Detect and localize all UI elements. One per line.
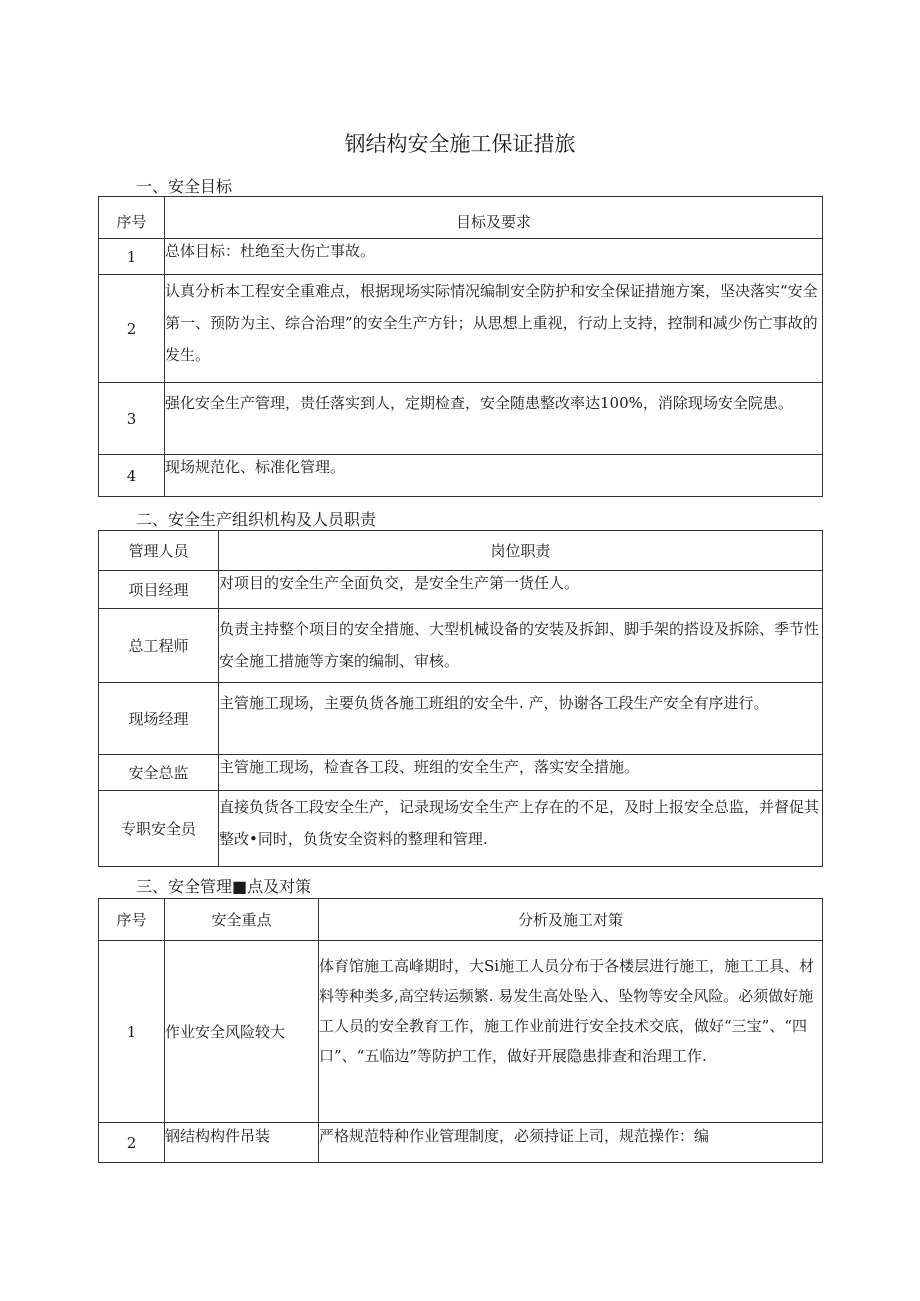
table-row xyxy=(99,683,823,755)
table-row xyxy=(99,791,823,867)
row-no: 1 xyxy=(99,941,165,1123)
row-no: 4 xyxy=(99,455,165,497)
row-text: 强化安全生产管理，贵任落实到人，定期检查，安全随患整改率达100%，消除现场安全院患。 xyxy=(165,383,823,455)
row-no: 1 xyxy=(99,239,165,275)
row-text: 总体目标：杜绝至大伤亡事故。 xyxy=(165,239,823,275)
row-duty: 主管施工现场，检查各工段、班组的安全生产，落实安全措施。 xyxy=(219,755,823,791)
section-heading-goals: 一、安全目标 xyxy=(136,177,233,196)
col-header-duty: 岗位职责 xyxy=(219,531,823,571)
table-row xyxy=(99,383,823,455)
table-row xyxy=(99,941,823,1123)
row-role: 专职安全员 xyxy=(99,791,219,867)
section-heading-key-points: 三、安全管理■点及对策 xyxy=(136,877,312,896)
col-header-goal: 目标及要求 xyxy=(165,197,823,239)
col-header-measure: 分析及施工对策 xyxy=(319,899,823,941)
col-header-no: 序号 xyxy=(99,197,165,239)
row-role: 安全总监 xyxy=(99,755,219,791)
row-duty: 对项目的安全生产全面负交，是安全生产第一货任人。 xyxy=(219,571,823,609)
row-no: 3 xyxy=(99,383,165,455)
col-header-no: 序号 xyxy=(99,899,165,941)
row-role: 现场经理 xyxy=(99,683,219,755)
page-title: 钢结构安全施工保证措旅 xyxy=(344,132,576,156)
row-no: 2 xyxy=(99,1123,165,1163)
table-row xyxy=(99,755,823,791)
table-header-row xyxy=(99,197,823,239)
row-measure: 体育馆施工高峰期时，大Si施工人员分布于各楼层进行施工，施工工具、材料等种类多,高空转运频繁. 易发生高处坠入、坠物等安全风险。必须做好施工人员的安全教育工作，施工作业前进行安全技术交底，做好“三宝”、“四口”、“五临边”等防护工作，做好开展隐患排查和治理工作. xyxy=(319,941,823,1123)
row-role: 项目经理 xyxy=(99,571,219,609)
row-duty: 负责主持整个项目的安全措施、大型机械设备的安装及拆卸、脚手架的搭设及拆除、季节性安全施工措施等方案的编制、审核。 xyxy=(219,609,823,683)
row-text: 现场规范化、标准化管理。 xyxy=(165,455,823,497)
col-header-role: 管理人员 xyxy=(99,531,219,571)
table-row xyxy=(99,571,823,609)
goals-table xyxy=(98,196,823,497)
table-row xyxy=(99,609,823,683)
table-row xyxy=(99,275,823,383)
table-row xyxy=(99,455,823,497)
key-points-table xyxy=(98,898,823,1163)
row-measure: 严格规范特种作业管理制度，必须持证上司，规范操作：编 xyxy=(319,1123,823,1163)
table-row xyxy=(99,239,823,275)
row-duty: 主管施工现场，主要负货各施工班组的安全牛. 产，协谢各工段生产安全有序进行。 xyxy=(219,683,823,755)
row-text: 认真分析本工程安全重难点，根据现场实际情况编制安全防护和安全保证措施方案，坚决落实“安全第一、预防为主、综合治理”的安全生产方针；从思想上重视，行动上支持，控制和减少伤亡事故的发生。 xyxy=(165,275,823,383)
row-role: 总工程师 xyxy=(99,609,219,683)
row-no: 2 xyxy=(99,275,165,383)
row-duty: 直接负货各工段安全生产，记录现场安全生产上存在的不足，及时上报安全总监，并督促其整改•同时，负货安全资料的整理和管理. xyxy=(219,791,823,867)
table-row xyxy=(99,1123,823,1163)
organization-table xyxy=(98,530,823,867)
row-point: 作业安全风险较大 xyxy=(165,941,319,1123)
section-heading-organization: 二、安全生产组织机构及人员职责 xyxy=(136,510,377,529)
row-point: 钢结构构件吊装 xyxy=(165,1123,319,1163)
table-header-row xyxy=(99,531,823,571)
table-header-row xyxy=(99,899,823,941)
col-header-point: 安全重点 xyxy=(165,899,319,941)
